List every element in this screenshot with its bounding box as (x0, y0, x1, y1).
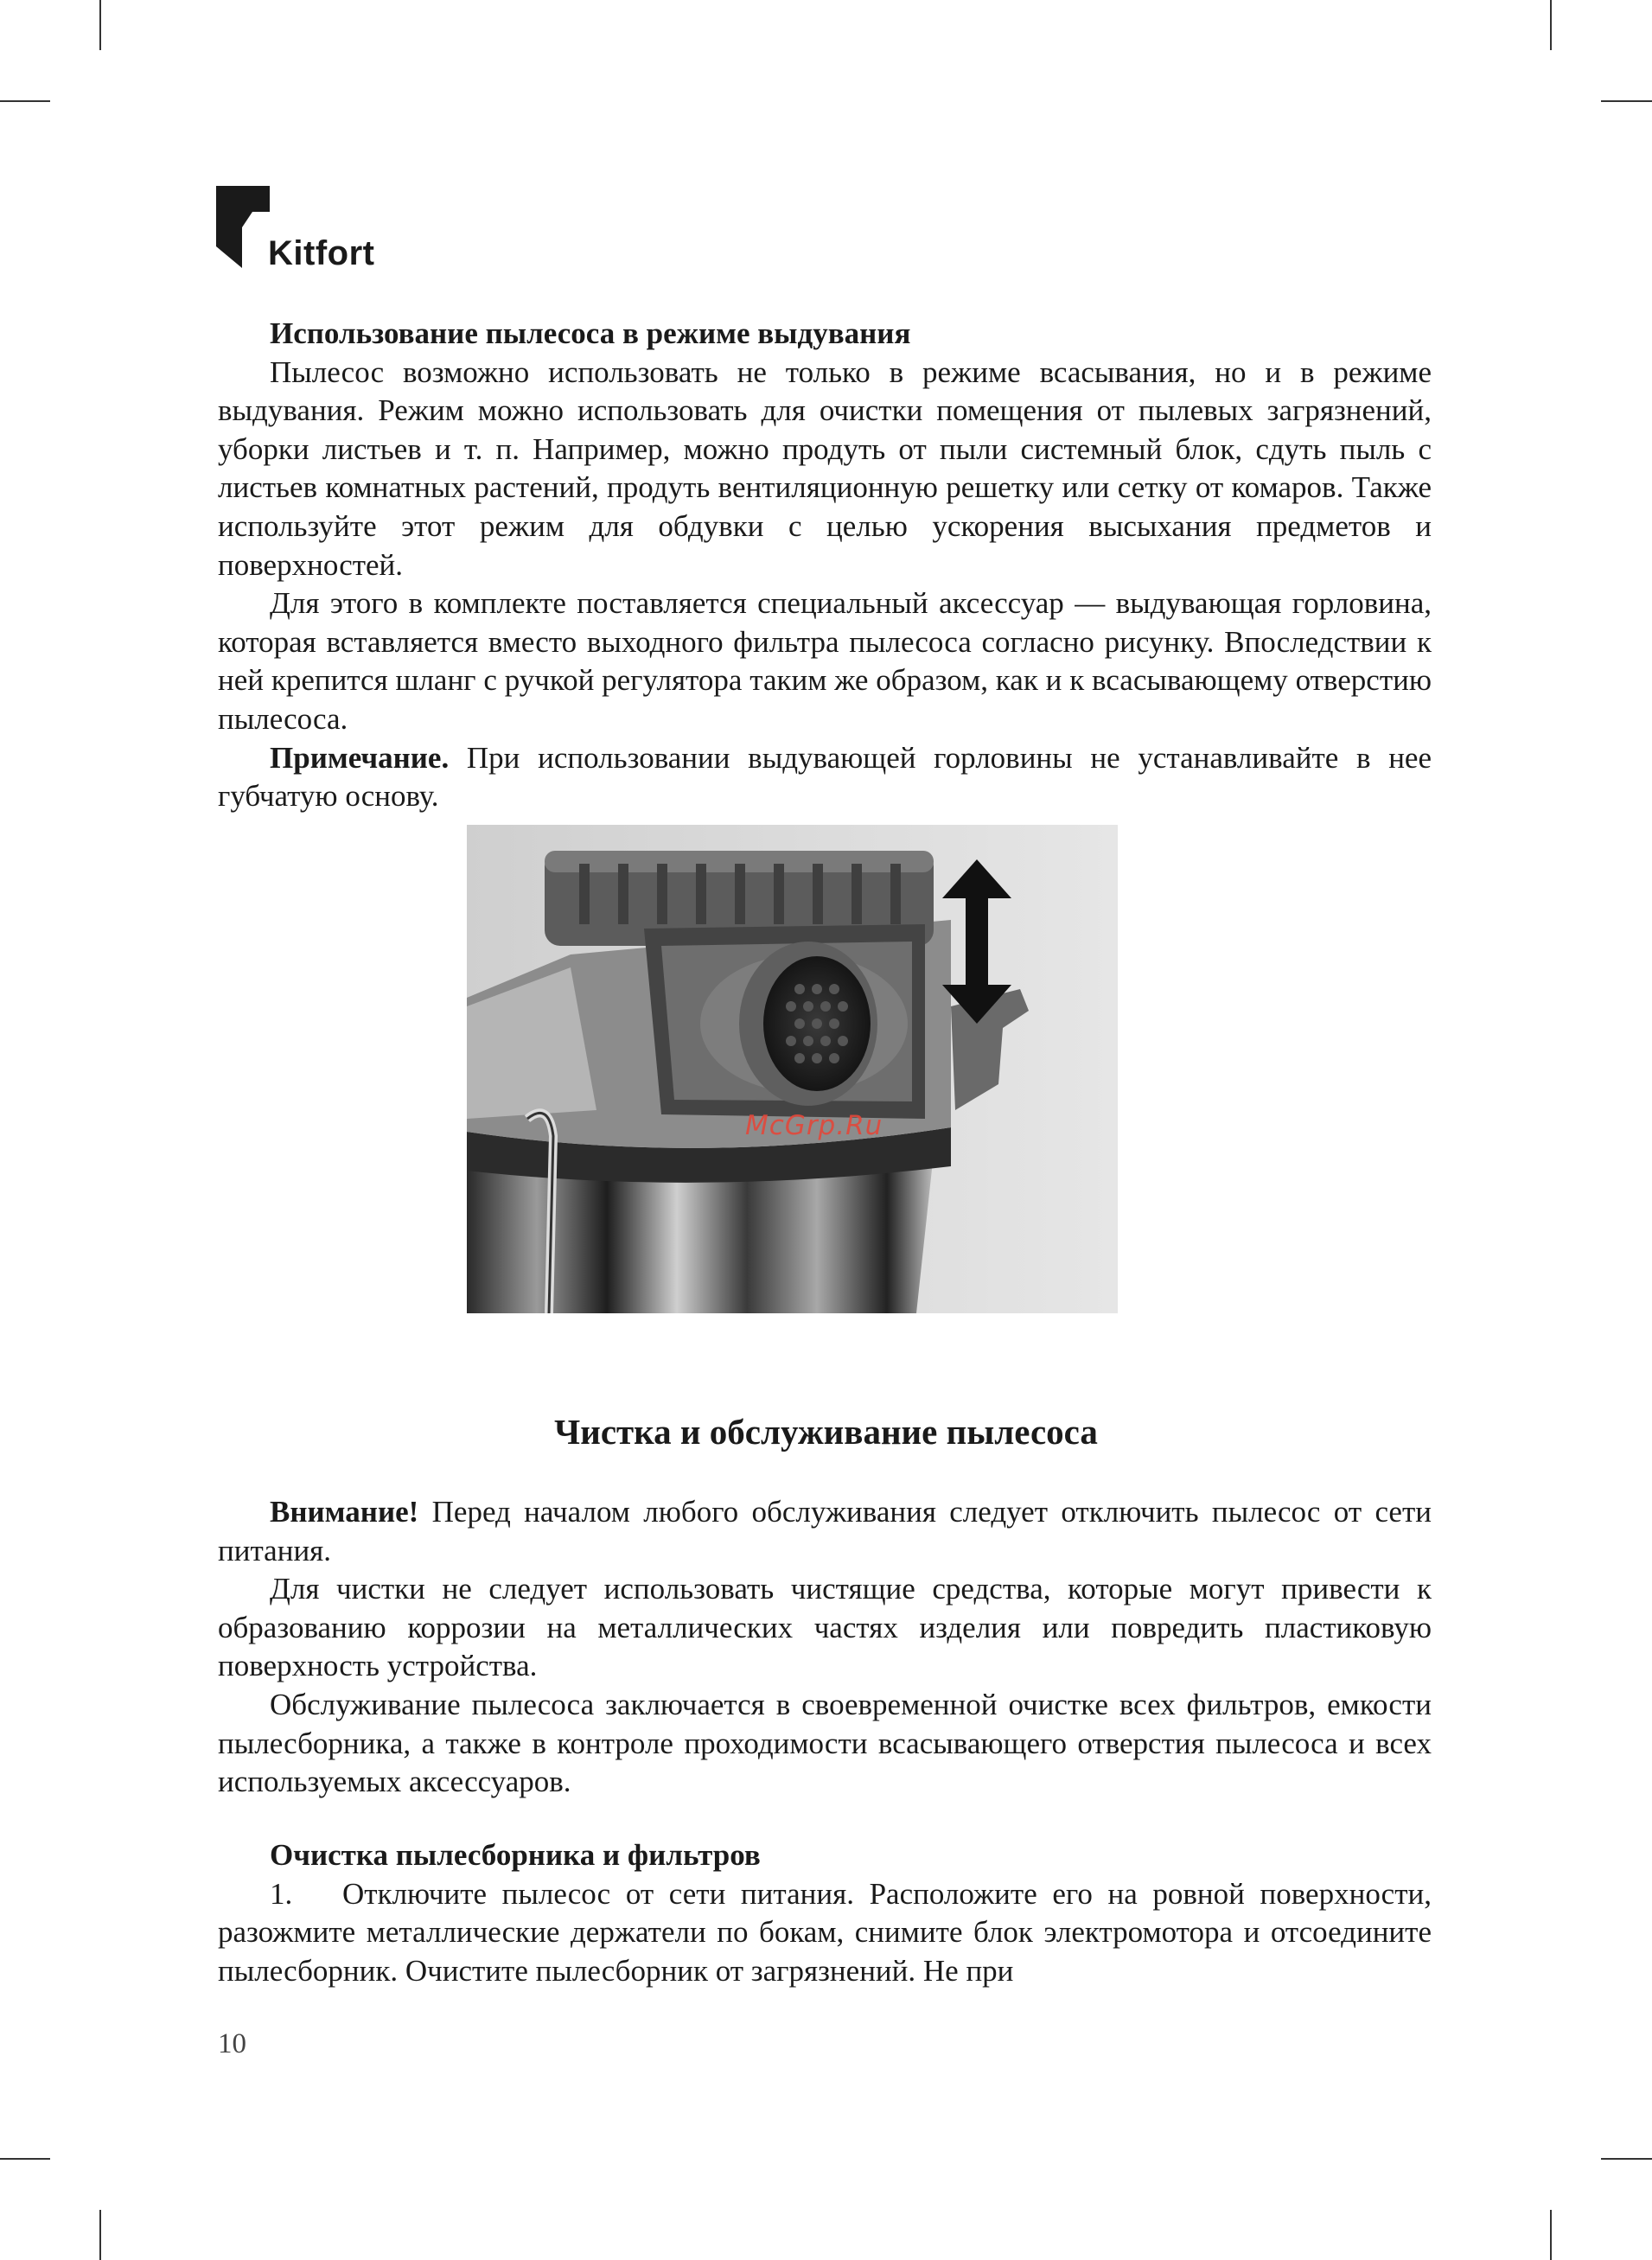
maintenance-paragraph-3: Обслуживание пылесоса заключается в своевременной очистке всех фильтров, емкости пылесборника, а также в контроле проходимости всасывающего отверстия пылесоса и всех используемых аксессуаров. (218, 1687, 1432, 1799)
brand-name: Kitfort (268, 234, 375, 272)
cleaning-step-1 (218, 1875, 1432, 1991)
cleaning-heading: Очистка пылесборника и фильтров (270, 1838, 761, 1872)
warning-text: Перед началом любого обслуживания следует отключить пылесос от сети питания. (218, 1495, 1432, 1567)
crop-mark (0, 100, 50, 102)
note-label: Примечание. (270, 740, 450, 775)
blow-mode-paragraph-1: Пылесос возможно использовать не только в режиме всасывания, но и в режиме выдувания. Режим можно использовать для очистки помещения от пылевых загрязнений, уборки листьев и т. п. Например, можно продуть от пыли системный блок, сдуть пыль с листьев комнатных растений, продуть вентиляционную решетку или сетку от комаров. Также используйте этот режим для обдувки с целью ускорения высыхания предметов и поверхностей. (218, 354, 1432, 582)
warning-label: Внимание! (270, 1495, 419, 1529)
maintenance-warning (218, 1493, 1432, 1570)
crop-mark (99, 2210, 101, 2260)
blow-mode-section (218, 315, 1432, 816)
step-text: Отключите пылесос от сети питания. Расположите его на ровной поверхности, разожмите металлические держатели по бокам, снимите блок электромотора и отсоедините пылесборник. Очистите пылесборник от загрязнений. Не при (218, 1876, 1432, 1988)
note-text: При использовании выдувающей горловины не устанавливайте в нее губчатую основу. (218, 740, 1432, 814)
blow-mode-paragraph-2: Для этого в комплекте поставляется специальный аксессуар — выдувающая горловина, которая вставляется вместо выходного фильтра пылесоса согласно рисунку. Впоследствии к ней крепится шланг с ручкой регулятора таким же образом, как и к всасывающему отверстию пылесоса. (218, 586, 1432, 736)
blow-nozzle-photo (467, 825, 1118, 1313)
vacuum-nozzle-illustration (467, 825, 1118, 1313)
step-number: 1. (270, 1876, 293, 1911)
crop-mark (1550, 0, 1552, 50)
crop-mark (1601, 100, 1652, 102)
crop-mark (0, 2158, 50, 2160)
maintenance-paragraph-2: Для чистки не следует использовать чистящие средства, которые могут привести к образованию коррозии на металлических частях изделия или повредить пластиковую поверхность устройства. (218, 1572, 1432, 1683)
maintenance-title: Чистка и обслуживание пылесоса (554, 1412, 1098, 1452)
page-number: 10 (218, 2028, 246, 2059)
cleaning-section (218, 1836, 1432, 1990)
maintenance-section (218, 1493, 1432, 1802)
crop-mark (1601, 2158, 1652, 2160)
crop-mark (99, 0, 101, 50)
crop-mark (1550, 2210, 1552, 2260)
watermark-text: McGrp.Ru (745, 1110, 883, 1141)
blow-mode-heading: Использование пылесоса в режиме выдувания (270, 316, 911, 350)
blow-mode-note (218, 739, 1432, 816)
